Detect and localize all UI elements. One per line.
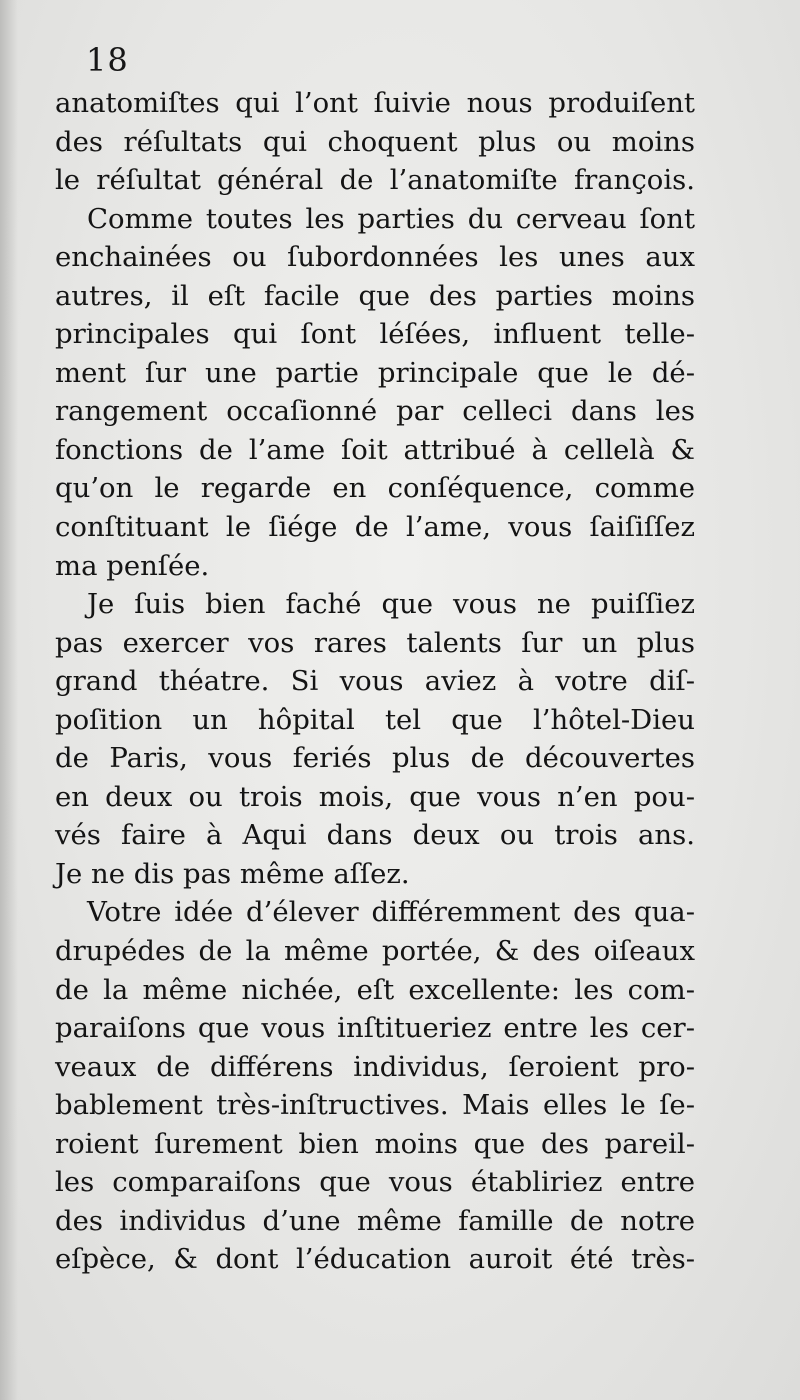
text-line: vés faire à Aqui dans deux ou trois ans. — [55, 819, 695, 852]
text-line: des réſultats qui choquent plus ou moins — [55, 125, 695, 158]
text-line: Je ſuis bien faché que vous ne puiſſiez — [87, 588, 695, 621]
text-line: eſpèce, & dont l’éducation auroit été très- — [55, 1243, 695, 1276]
text-line: fonctions de l’ame ſoit attribué à cellelà & — [55, 433, 695, 466]
text-line: poſition un hôpital tel que l’hôtel-Dieu — [55, 703, 695, 736]
text-line: rangement occaſionné par celleci dans les — [55, 395, 695, 428]
text-line: roient ſurement bien moins que des pareil- — [55, 1127, 695, 1160]
text-line: drupédes de la même portée, & des oiſeaux — [55, 935, 695, 968]
text-line: ment ſur une partie principale que le dé- — [55, 356, 695, 389]
text-line: les comparaiſons que vous établiriez entre — [55, 1166, 695, 1199]
text-line: en deux ou trois mois, que vous n’en pou- — [55, 780, 695, 813]
text-line: anatomiſtes qui l’ont ſuivie nous produiſent — [55, 87, 695, 119]
text-line: conſtituant le ſiége de l’ame, vous ſaiſiſſez — [55, 511, 695, 544]
text-line: autres, il eſt facile que des parties moins — [55, 279, 695, 312]
text-line: principales qui ſont léſées, influent telle- — [55, 318, 695, 351]
text-line: pas exercer vos rares talents ſur un plus — [55, 626, 695, 659]
text-line: de la même nichée, eſt excellente: les com- — [55, 973, 695, 1006]
text-line: des individus d’une même famille de notre — [55, 1204, 695, 1237]
text-line: le réſultat général de l’anatomiſte françois. — [55, 164, 695, 197]
text-line: Votre idée d’élever différemment des qua- — [87, 896, 695, 929]
text-line: qu’on le regarde en conſéquence, comme — [55, 472, 695, 505]
text-line: veaux de différens individus, ſeroient pro- — [55, 1050, 695, 1083]
text-line: Je ne dis pas même aſſez. — [55, 857, 410, 890]
text-line: ma penſée. — [55, 549, 210, 582]
text-line: enchainées ou ſubordonnées les unes aux — [55, 241, 695, 274]
text-line: de Paris, vous feriés plus de découvertes — [55, 742, 695, 775]
text-line: Comme toutes les parties du cerveau ſont — [87, 202, 695, 235]
body-text — [55, 84, 695, 1279]
text-line: bablement très-inſtructives. Mais elles le ſe- — [55, 1089, 695, 1122]
text-line: grand théatre. Si vous aviez à votre diſ- — [55, 665, 695, 698]
page-number: 18 — [86, 41, 129, 79]
text-line: paraiſons que vous inſtitueriez entre les cer- — [55, 1012, 695, 1045]
